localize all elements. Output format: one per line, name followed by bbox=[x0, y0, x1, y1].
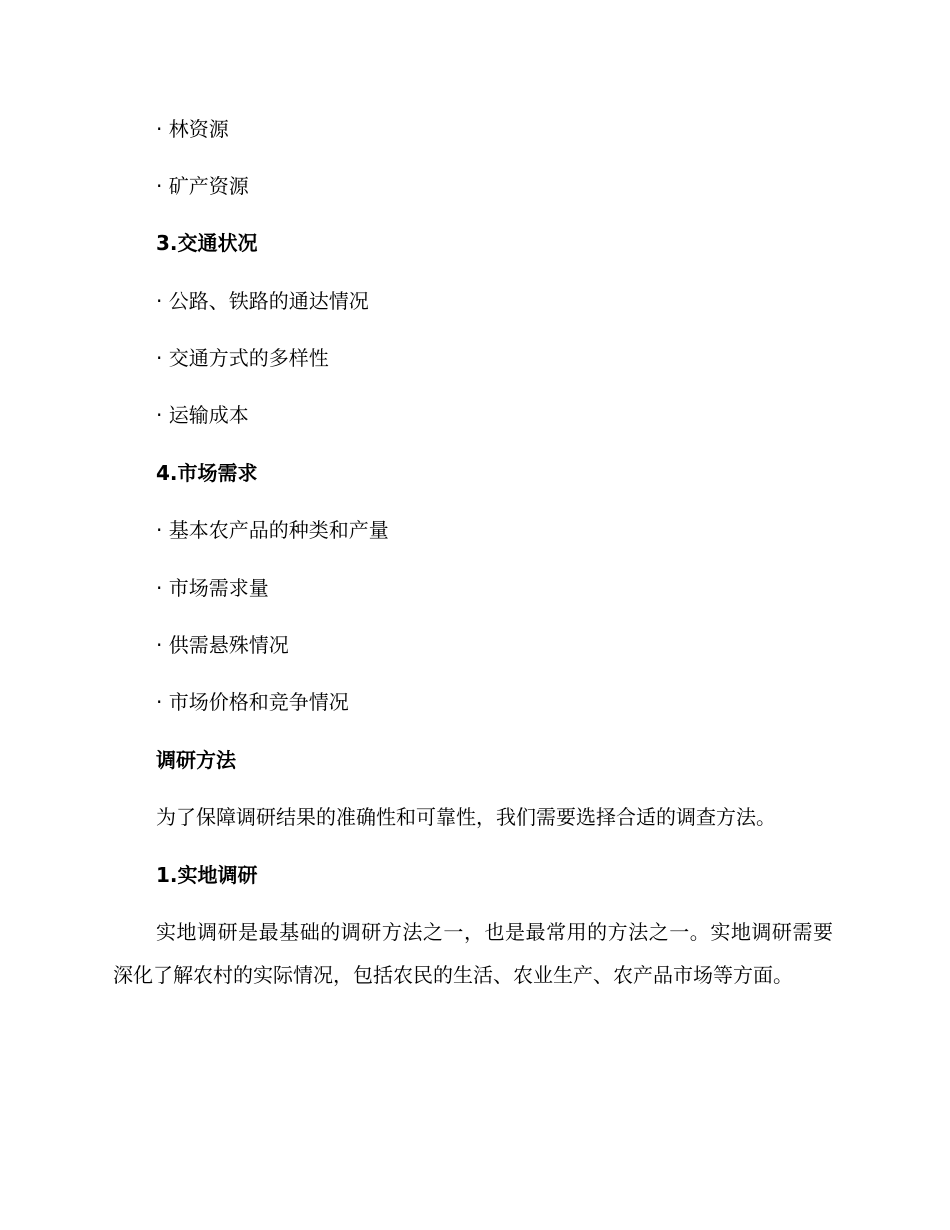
bullet-item-price-competition: · 市场价格和竞争情况 bbox=[156, 690, 349, 714]
bullet-item-forest-resources: · 林资源 bbox=[156, 117, 229, 141]
bullet-item-transport-cost: · 运输成本 bbox=[156, 403, 249, 427]
section-heading-field-research: 1.实地调研 bbox=[156, 863, 258, 887]
section-heading-transport: 3.交通状况 bbox=[156, 231, 258, 255]
bullet-item-transport-diversity: · 交通方式的多样性 bbox=[156, 346, 329, 370]
bullet-item-mineral-resources: · 矿产资源 bbox=[156, 174, 249, 198]
bullet-item-supply-demand-gap: · 供需悬殊情况 bbox=[156, 633, 289, 657]
intro-sentence: 为了保障调研结果的准确性和可靠性，我们需要选择合适的调查方法。 bbox=[156, 805, 776, 829]
bullet-item-product-types: · 基本农产品的种类和产量 bbox=[156, 518, 389, 542]
bullet-item-road-rail-access: · 公路、铁路的通达情况 bbox=[156, 289, 369, 313]
section-heading-market-demand: 4.市场需求 bbox=[156, 461, 258, 485]
section-heading-research-methods: 调研方法 bbox=[156, 748, 236, 772]
field-research-paragraph: 实地调研是最基础的调研方法之一，也是最常用的方法之一。实地调研需要深化了解农村的实际情况，包括农民的生活、农业生产、农产品市场等方面。 bbox=[113, 920, 833, 987]
bullet-item-market-demand-volume: · 市场需求量 bbox=[156, 576, 269, 600]
